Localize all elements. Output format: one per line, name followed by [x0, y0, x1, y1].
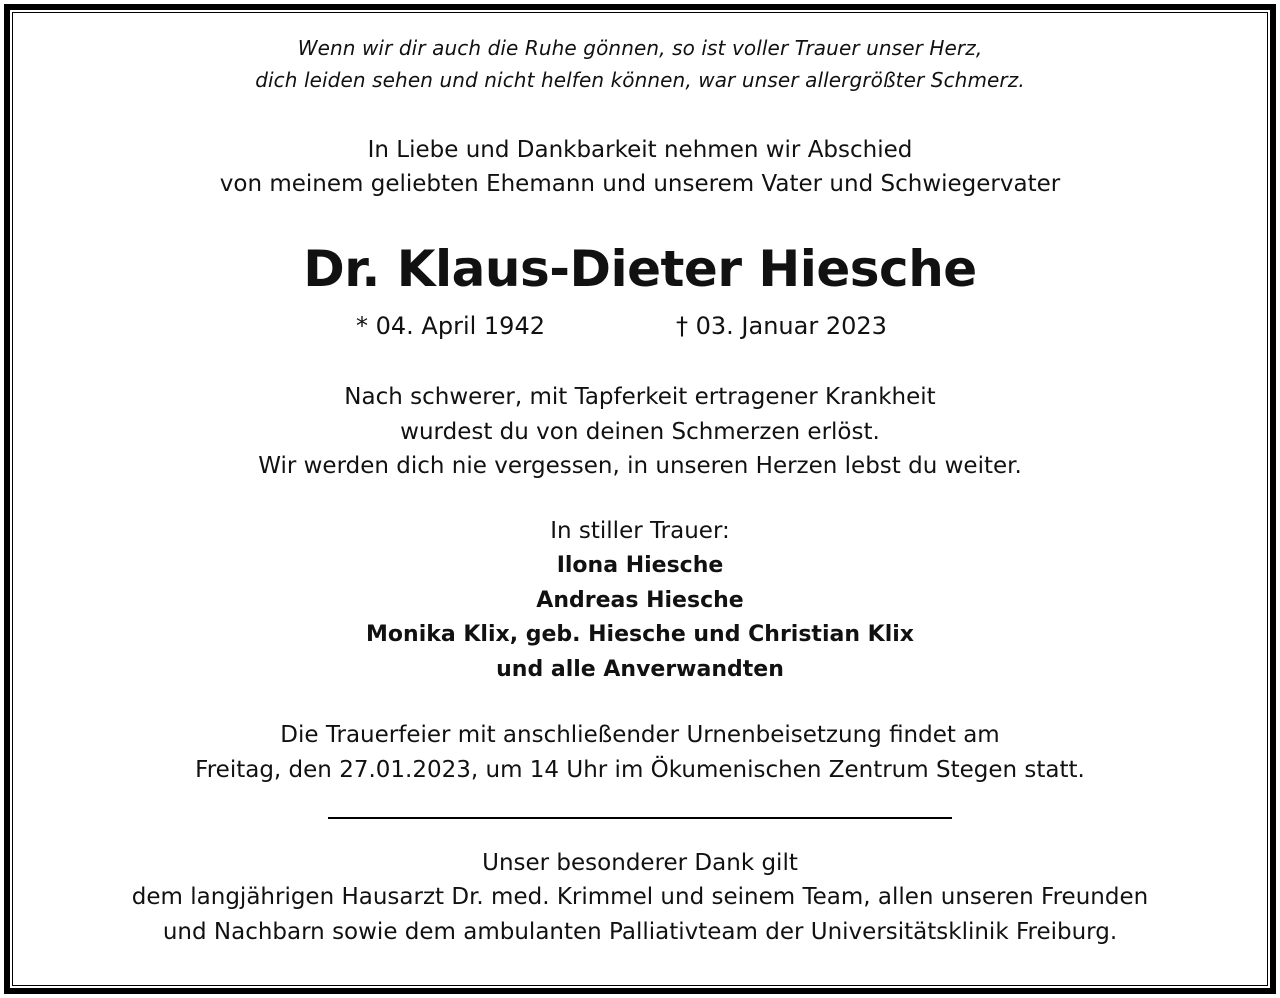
motto-line-1: Wenn wir dir auch die Ruhe gönnen, so ist voller Trauer unser Herz,	[297, 36, 983, 60]
ceremony-line-2: Freitag, den 27.01.2023, um 14 Uhr im Ökumenischen Zentrum Stegen statt.	[195, 757, 1085, 783]
mourner-name-4: und alle Anverwandten	[496, 657, 784, 682]
thanks-line-1: Unser besonderer Dank gilt	[482, 850, 798, 876]
tribute-line-2: wurdest du von deinen Schmerzen erlöst.	[400, 419, 880, 445]
mourners-heading: In stiller Trauer:	[550, 518, 730, 544]
motto-line-2: dich leiden sehen und nicht helfen können, war unser allergrößter Schmerz.	[255, 68, 1025, 92]
thanks-line-2: dem langjährigen Hausarzt Dr. med. Krimmel und seinem Team, allen unseren Freunden	[131, 884, 1149, 910]
separator-rule	[328, 817, 952, 819]
death-date: † 03. Januar 2023	[676, 312, 887, 340]
thanks-line-3: und Nachbarn sowie dem ambulanten Palliativteam der Universitätsklinik Freiburg.	[162, 919, 1118, 945]
intro-line-1: In Liebe und Dankbarkeit nehmen wir Abschied	[367, 137, 913, 163]
birth-date: * 04. April 1942	[356, 312, 545, 340]
intro-line-2: von meinem geliebten Ehemann und unserem Vater und Schwiegervater	[219, 171, 1061, 197]
deceased-name: Dr. Klaus-Dieter Hiesche	[303, 240, 977, 298]
mourner-name-3: Monika Klix, geb. Hiesche und Christian Klix	[366, 622, 914, 647]
tribute-line-1: Nach schwerer, mit Tapferkeit ertragener Krankheit	[344, 384, 936, 410]
mourner-name-1: Ilona Hiesche	[556, 553, 724, 578]
mourner-name-2: Andreas Hiesche	[536, 588, 744, 613]
ceremony-line-1: Die Trauerfeier mit anschließender Urnenbeisetzung findet am	[280, 722, 1000, 748]
tribute-line-3: Wir werden dich nie vergessen, in unseren Herzen lebst du weiter.	[258, 453, 1022, 479]
